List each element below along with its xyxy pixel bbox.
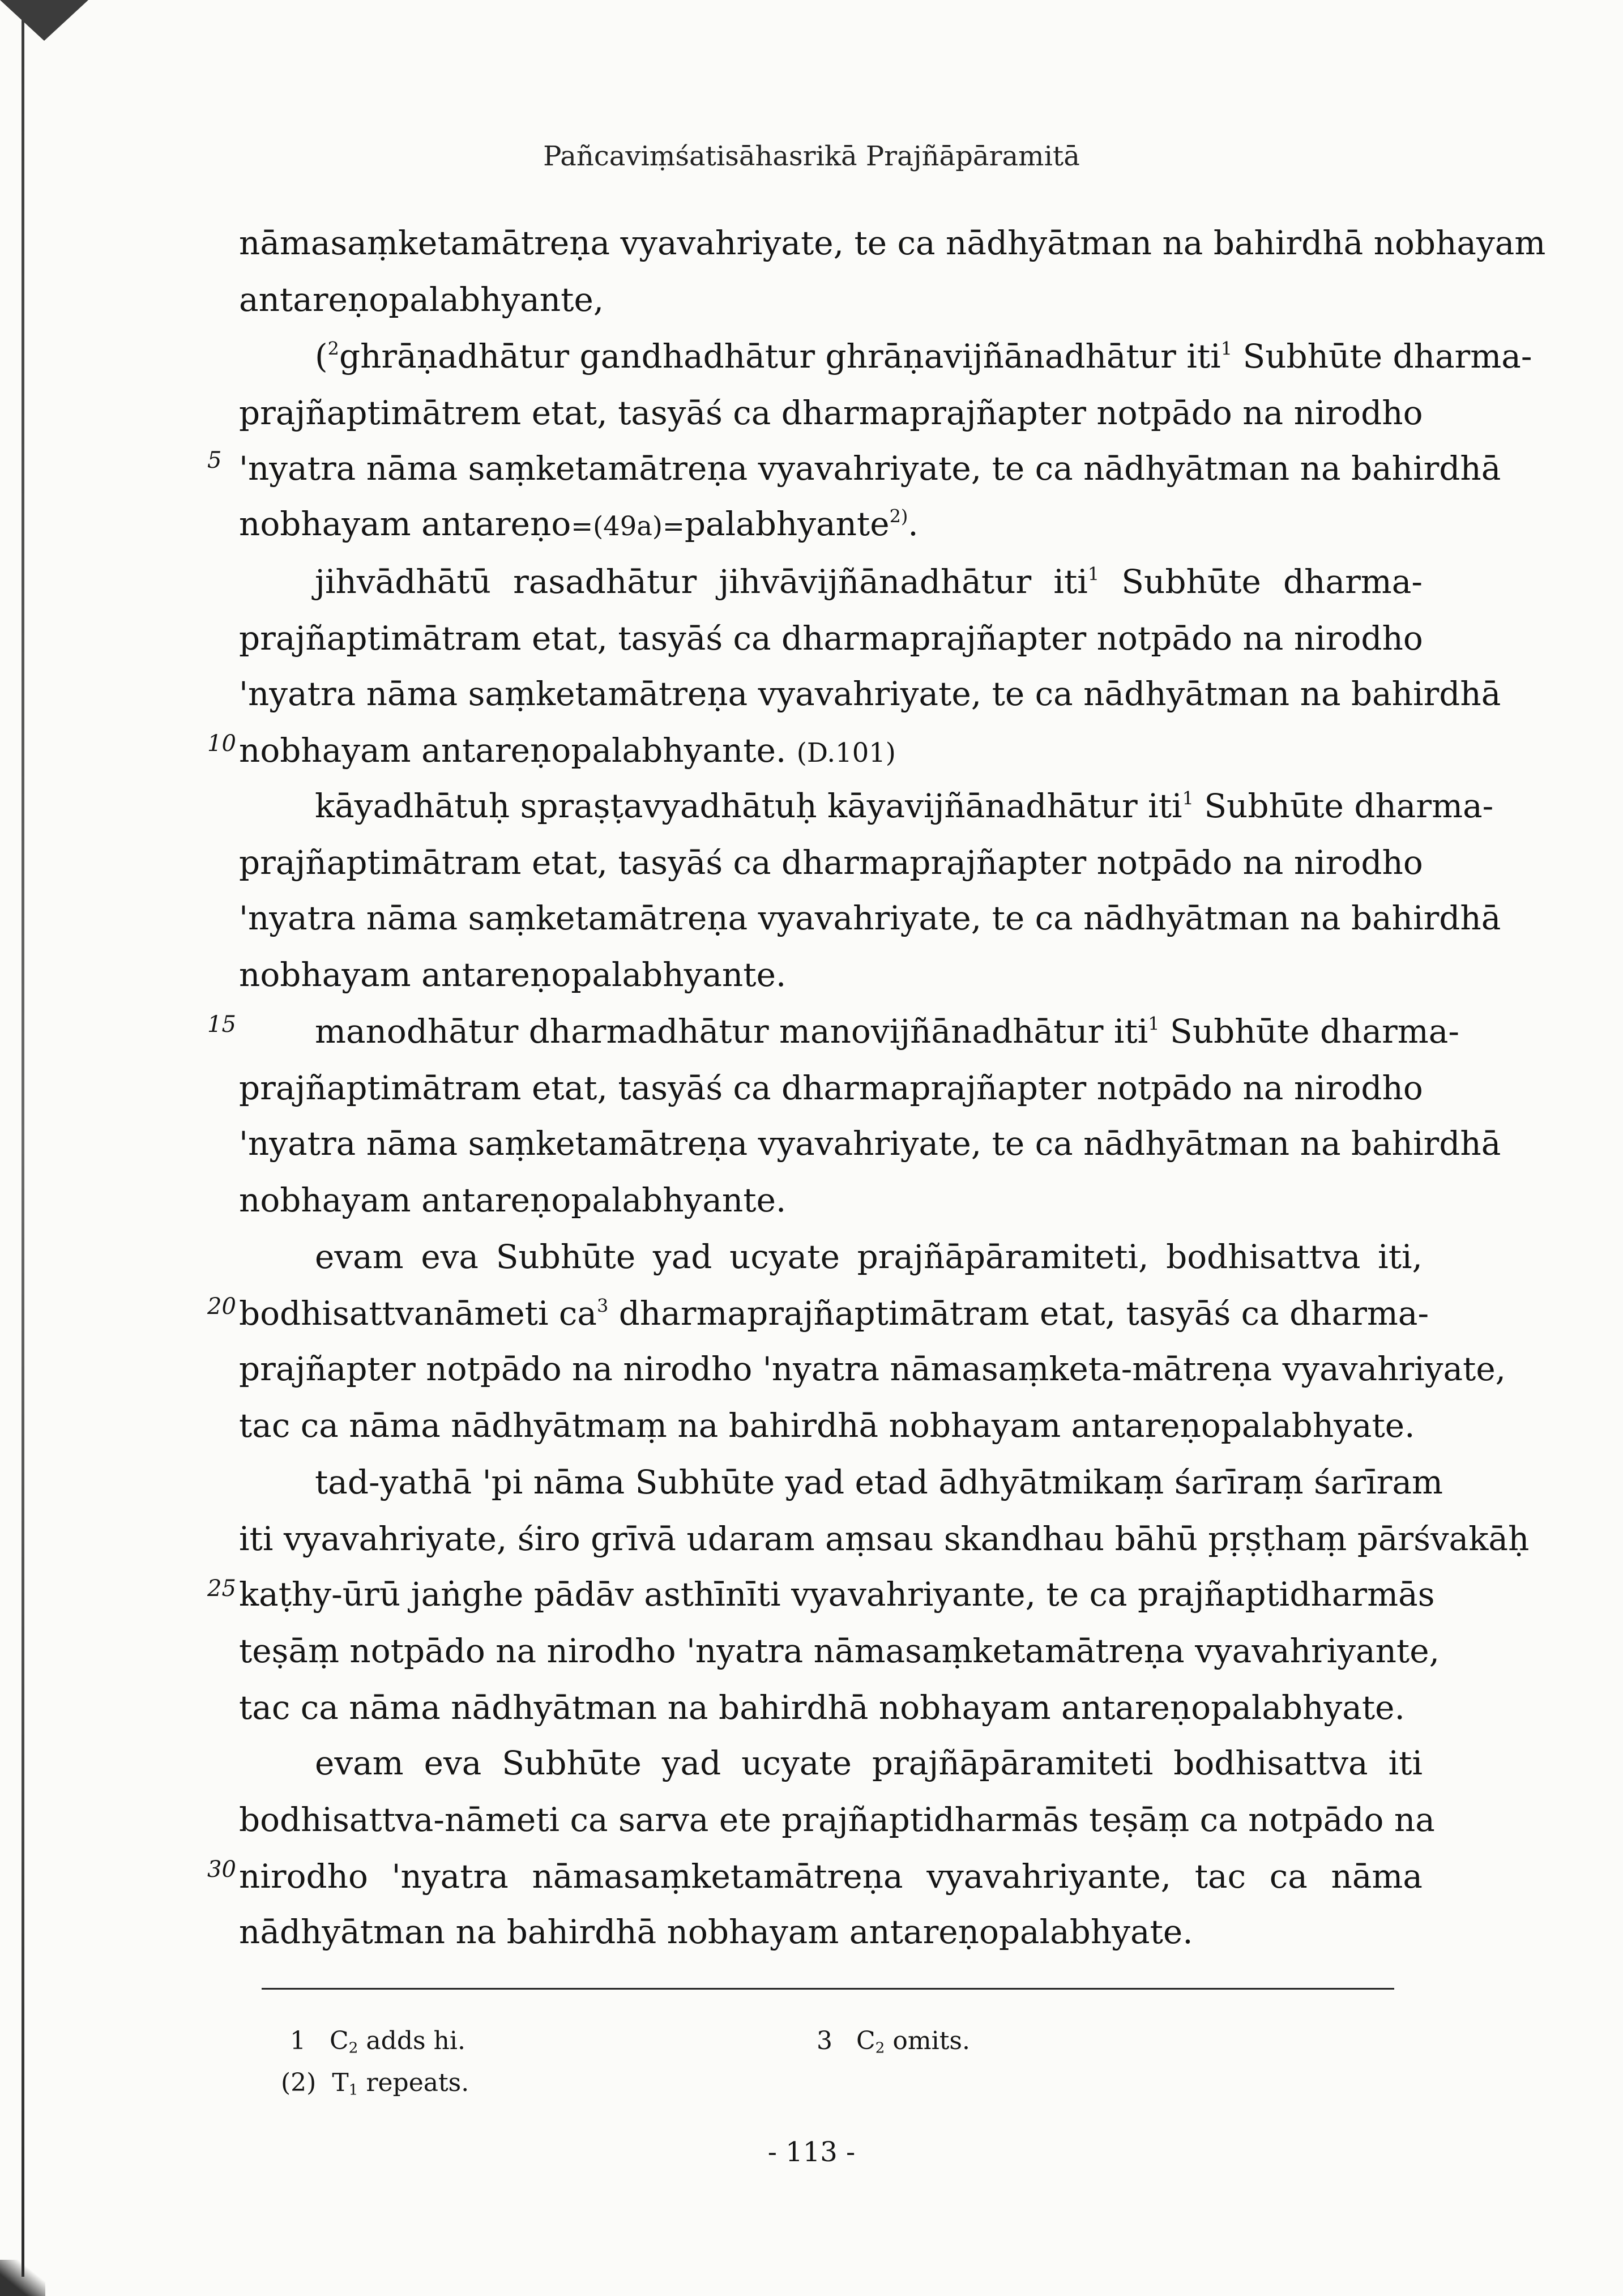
footnote-3: 3 $C_2$ omits. — [817, 2026, 970, 2057]
footnote-rule — [262, 1988, 1394, 1990]
line-number-30: 30 — [207, 1857, 236, 1883]
text-line: kāyadhātuḥ spraṣṭavyadhātuḥ kāyavijñānadhātur iti$^1$ Subhūte dharma- — [315, 787, 1494, 825]
text-line: 'nyatra nāma saṃketamātreṇa vyavahriyate, te ca nādhyātman na bahirdhā — [239, 1124, 1501, 1163]
text-line: nādhyātman na bahirdhā nobhayam antareṇopalabhyate. — [239, 1913, 1193, 1951]
footnote-2: (2) $T_1$ repeats. — [281, 2068, 469, 2099]
text-line: 'nyatra nāma saṃketamātreṇa vyavahriyate, te ca nādhyātman na bahirdhā — [239, 449, 1501, 488]
line-number-10: 10 — [207, 731, 236, 757]
scan-corner-top — [0, 0, 88, 41]
text-line: prajñaptimātrem etat, tasyāś ca dharmaprajñapter notpādo na nirodho — [239, 394, 1423, 432]
line-number-15: 15 — [207, 1012, 236, 1038]
text-line: 'nyatra nāma saṃketamātreṇa vyavahriyate, te ca nādhyātman na bahirdhā — [239, 899, 1501, 937]
text-line: antareṇopalabhyante, — [239, 280, 604, 319]
text-line: tac ca nāma nādhyātmaṃ na bahirdhā nobhayam antareṇopalabhyate. — [239, 1406, 1415, 1445]
text-line: ($^2$ghrāṇadhātur gandhadhātur ghrāṇavijñānadhātur iti$^1$ Subhūte dharma- — [315, 337, 1532, 375]
text-line: jihvādhātū rasadhātur jihvāvijñānadhātur iti$^1$ Subhūte dharma- — [315, 562, 1423, 601]
text-line: teṣāṃ notpādo na nirodho 'nyatra nāmasaṃketamātreṇa vyavahriyante, — [239, 1632, 1440, 1670]
book-spine-shadow — [22, 6, 24, 2277]
text-line: prajñapter notpādo na nirodho 'nyatra nāmasaṃketa-mātreṇa vyavahriyate, — [239, 1350, 1506, 1388]
text-line: manodhātur dharmadhātur manovijñānadhātur iti$^1$ Subhūte dharma- — [315, 1012, 1459, 1051]
text-line: prajñaptimātram etat, tasyāś ca dharmaprajñapter notpādo na nirodho — [239, 1069, 1423, 1107]
text-line: 'nyatra nāma saṃketamātreṇa vyavahriyate, te ca nādhyātman na bahirdhā — [239, 675, 1501, 713]
text-line: tac ca nāma nādhyātman na bahirdhā nobhayam antareṇopalabhyate. — [239, 1688, 1405, 1727]
text-line: nāmasaṃketamātreṇa vyavahriyate, te ca nādhyātman na bahirdhā nobhayam — [239, 224, 1546, 262]
text-line: prajñaptimātram etat, tasyāś ca dharmaprajñapter notpādo na nirodho — [239, 619, 1423, 658]
text-line: bodhisattva-nāmeti ca sarva ete prajñaptidharmās teṣāṃ ca notpādo na — [239, 1800, 1435, 1839]
text-line: kaṭhy-ūrū jaṅghe pādāv asthīnīti vyavahriyante, te ca prajñaptidharmās — [239, 1575, 1435, 1614]
text-line: prajñaptimātram etat, tasyāś ca dharmaprajñapter notpādo na nirodho — [239, 843, 1423, 882]
text-line: nirodho 'nyatra nāmasaṃketamātreṇa vyavahriyante, tac ca nāma — [239, 1857, 1423, 1896]
text-line: nobhayam antareṇopalabhyante. (D.101) — [239, 731, 896, 770]
running-head: Pañcaviṃśatisāhasrikā Prajñāpāramitā — [543, 140, 1080, 172]
text-line: nobhayam antareṇopalabhyante. — [239, 1181, 787, 1219]
line-number-25: 25 — [207, 1576, 236, 1602]
page-number: - 113 - — [767, 2136, 856, 2168]
text-line: evam eva Subhūte yad ucyate prajñāpāramiteti, bodhisattva iti, — [315, 1237, 1423, 1276]
text-line: iti vyavahriyate, śiro grīvā udaram aṃsau skandhau bāhū pṛṣṭhaṃ pārśvakāḥ — [239, 1520, 1530, 1558]
text-line: evam eva Subhūte yad ucyate prajñāpāramiteti bodhisattva iti — [315, 1744, 1423, 1782]
text-line: bodhisattvanāmeti $ca^3$ dharmaprajñaptimātram etat, tasyāś ca dharma- — [239, 1294, 1429, 1333]
scan-corner-bottom — [0, 2260, 45, 2296]
text-line: tad-yathā 'pi nāma Subhūte yad etad ādhyātmikaṃ śarīraṃ śarīram — [315, 1463, 1443, 1501]
line-number-5: 5 — [207, 447, 222, 473]
text-line: nobhayam antareṇo=(49a)=palabhyante$^{2)}$. — [239, 505, 919, 543]
text-line: nobhayam antareṇopalabhyante. — [239, 955, 787, 994]
line-number-20: 20 — [207, 1294, 236, 1320]
footnote-1: 1 $C_2$ adds hi. — [290, 2026, 465, 2057]
